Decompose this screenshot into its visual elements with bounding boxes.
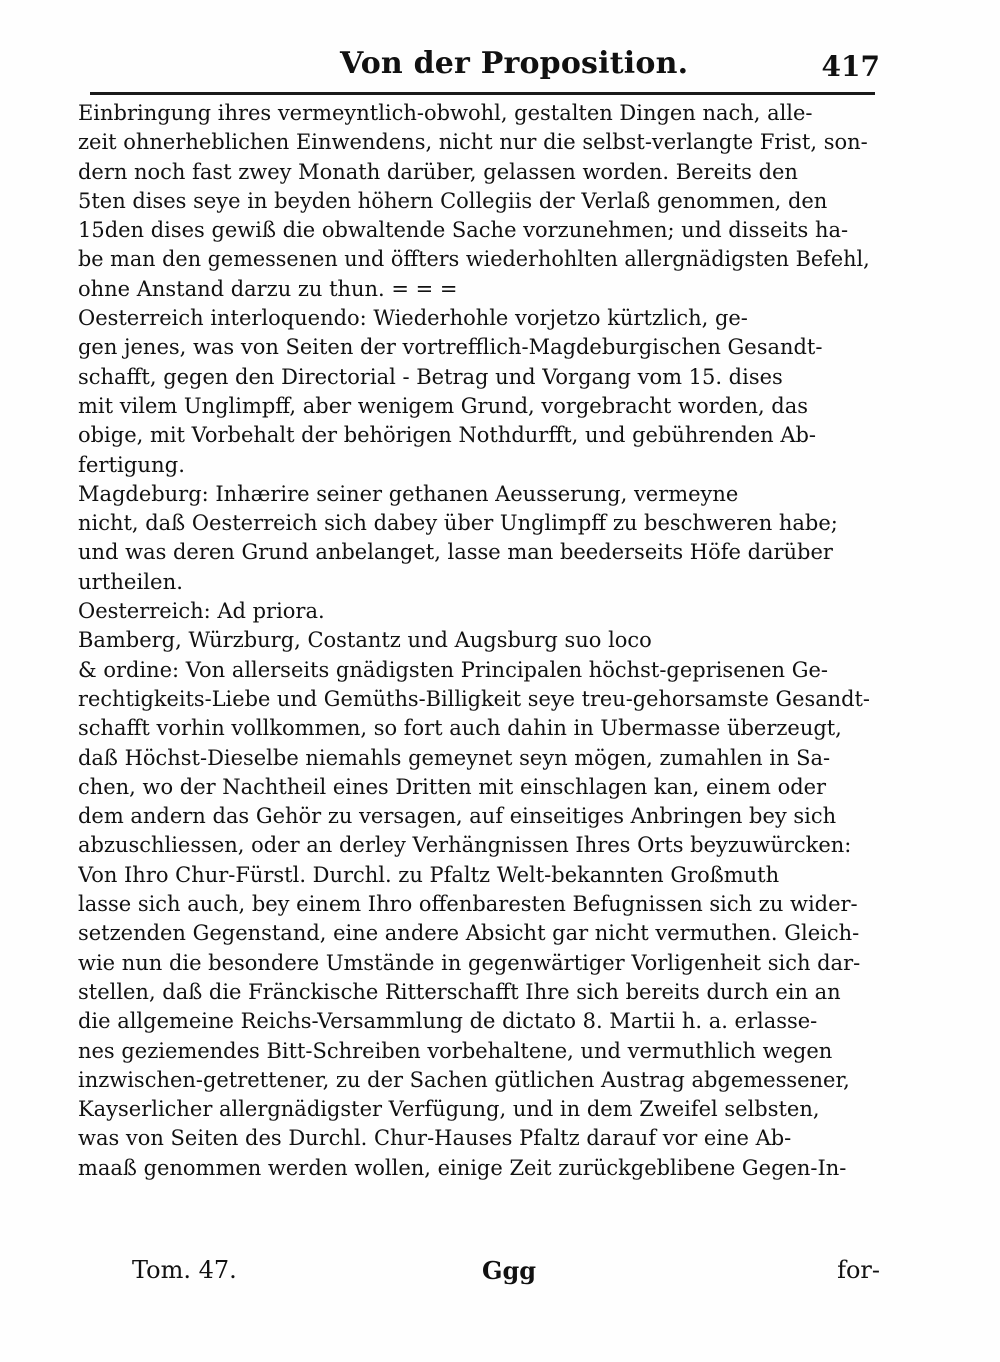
text-line: Von Ihro Chur-Fürstl. Durchl. zu Pfaltz Welt-bekannten Großmuth: [78, 861, 780, 887]
text-line: die allgemeine Reichs-Versammlung de dictato 8. Martii h. a. erlasse-: [78, 1008, 818, 1034]
text-line: wie nun die besondere Umstände in gegenwärtiger Vorligenheit sich dar-: [78, 949, 861, 975]
page-footer: [120, 1256, 880, 1292]
text-line: dern noch fast zwey Monath darüber, gelassen worden. Bereits den: [78, 158, 798, 184]
text-line: fertigung.: [78, 451, 185, 477]
text-line: maaß genommen werden wollen, einige Zeit zurückgeblibene Gegen-In-: [78, 1154, 847, 1180]
text-line: und was deren Grund anbelanget, lasse man beederseits Höfe darüber: [78, 539, 833, 565]
text-line: gen jenes, was von Seiten der vortrefflich-Magdeburgischen Gesandt-: [78, 334, 823, 360]
text-line: stellen, daß die Fränckische Ritterschafft Ihre sich bereits durch ein an: [78, 978, 841, 1004]
text-line: schafft vorhin vollkommen, so fort auch dahin in Ubermasse überzeugt,: [78, 715, 842, 741]
text-line: 15den dises gewiß die obwaltende Sache vorzunehmen; und disseits ha-: [78, 217, 849, 243]
running-title: Von der Proposition.: [340, 46, 689, 81]
text-line: Oesterreich: Ad priora.: [78, 598, 325, 624]
text-line: Kayserlicher allergnädigster Verfügung, und in dem Zweifel selbsten,: [78, 1096, 820, 1122]
text-line: urtheilen.: [78, 568, 183, 594]
text-line: dem andern das Gehör zu versagen, auf einseitiges Anbringen bey sich: [78, 803, 837, 829]
text-line: Oesterreich interloquendo: Wiederhohle vorjetzo kürtzlich, ge-: [78, 305, 748, 331]
text-line: schafft, gegen den Directorial - Betrag und Vorgang vom 15. dises: [78, 363, 783, 389]
page-number: 417: [821, 50, 880, 83]
text-line: was von Seiten des Durchl. Chur-Hauses Pfaltz darauf vor eine Ab-: [78, 1125, 792, 1151]
text-line: ohne Anstand darzu zu thun. = = =: [78, 275, 458, 301]
page-header: [80, 40, 880, 90]
text-line: zeit ohnerheblichen Einwendens, nicht nur die selbst-verlangte Frist, son-: [78, 129, 868, 155]
text-line: rechtigkeits-Liebe und Gemüths-Billigkeit seye treu-gehorsamste Gesandt-: [78, 685, 870, 711]
text-line: 5ten dises seye in beyden höhern Collegiis der Verlaß genommen, den: [78, 187, 828, 213]
text-line: mit vilem Unglimpff, aber wenigem Grund, vorgebracht worden, das: [78, 392, 809, 418]
text-line: daß Höchst-Dieselbe niemahls gemeynet seyn mögen, zumahlen in Sa-: [78, 744, 831, 770]
body-text: [78, 98, 878, 1182]
text-line: Magdeburg: Inhærire seiner gethanen Aeusserung, vermeyne: [78, 480, 739, 506]
text-line: Einbringung ihres vermeyntlich-obwohl, gestalten Dingen nach, alle-: [78, 100, 813, 125]
text-line: nes geziemendes Bitt-Schreiben vorbehaltene, und vermuthlich wegen: [78, 1037, 833, 1063]
text-line: Bamberg, Würzburg, Costantz und Augsburg suo loco: [78, 627, 652, 653]
text-line: setzenden Gegenstand, eine andere Absicht gar nicht vermuthen. Gleich-: [78, 920, 860, 946]
text-line: chen, wo der Nachtheil eines Dritten mit einschlagen kan, einem oder: [78, 773, 827, 799]
signature-mark: Ggg: [482, 1256, 537, 1285]
text-line: inzwischen-getrettener, zu der Sachen gütlichen Austrag abgemessener,: [78, 1066, 850, 1092]
header-rule: [90, 92, 875, 95]
text-line: & ordine: Von allerseits gnädigsten Principalen höchst-geprisenen Ge-: [78, 656, 828, 682]
text-line: obige, mit Vorbehalt der behörigen Nothdurfft, und gebührenden Ab-: [78, 422, 817, 448]
text-line: nicht, daß Oesterreich sich dabey über Unglimpff zu beschweren habe;: [78, 510, 838, 536]
volume-mark: Tom. 47.: [132, 1256, 237, 1284]
text-line: lasse sich auch, bey einem Ihro offenbaresten Befugnissen sich zu wider-: [78, 891, 858, 917]
text-line: be man den gemessenen und öffters wiederhohlten allergnädigsten Befehl,: [78, 246, 870, 272]
catchword: for-: [837, 1256, 880, 1284]
text-line: abzuschliessen, oder an derley Verhängnissen Ihres Orts beyzuwürcken:: [78, 832, 852, 858]
